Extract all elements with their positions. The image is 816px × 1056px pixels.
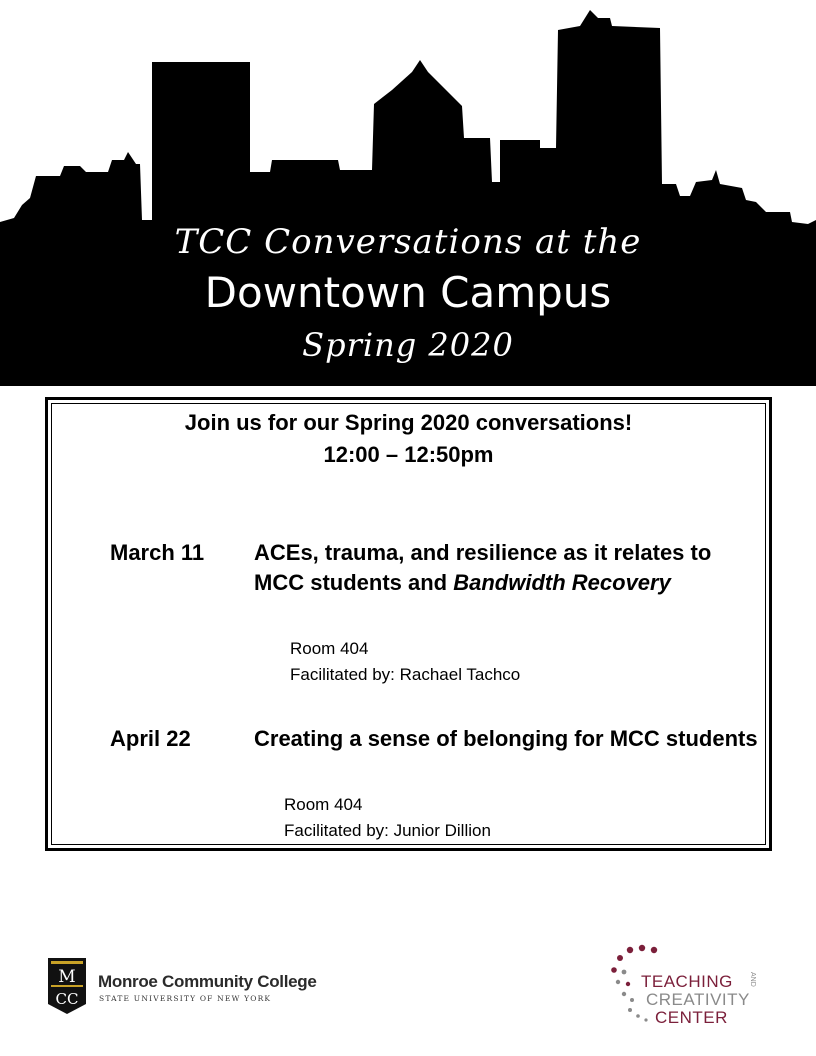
intro-heading: Join us for our Spring 2020 conversations! [184, 410, 633, 435]
tcc-word-center: CENTER [655, 1008, 728, 1027]
event-date: April 22 [110, 726, 191, 751]
schedule-box [45, 397, 772, 851]
header-banner [0, 0, 816, 386]
svg-text:CC: CC [55, 990, 79, 1008]
event-facilitator: Facilitated by: Rachael Tachco [290, 665, 521, 684]
mcc-subtitle: STATE UNIVERSITY OF NEW YORK [99, 994, 272, 1003]
event-date: March 11 [110, 540, 205, 565]
event-room: Room 404 [290, 639, 369, 658]
header-title-campus: Downtown Campus [204, 268, 612, 317]
tcc-word-teaching: TEACHING [641, 972, 733, 991]
event-room: Room 404 [284, 795, 363, 814]
schedule-inner-frame [51, 403, 766, 845]
mcc-logo [48, 958, 348, 1018]
header-title-line1: TCC Conversations at the [174, 222, 642, 262]
event-title-text: ACEs, trauma, and resilience as it relates to MCC students and [254, 540, 712, 595]
event-facilitator: Facilitated by: Junior Dillion [284, 821, 491, 840]
tcc-logo [608, 944, 778, 1028]
mcc-shield-icon [48, 958, 86, 1014]
event-title-italic: Bandwidth Recovery [453, 570, 671, 595]
header-title-semester: Spring 2020 [302, 326, 514, 364]
event-title-text: Creating a sense of belonging for MCC students [254, 726, 758, 751]
session-time: 12:00 – 12:50pm [323, 442, 494, 467]
tcc-word-and: AND [749, 972, 756, 987]
tcc-word-creativity: CREATIVITY [646, 990, 750, 1009]
event-title [254, 724, 764, 754]
svg-text:M: M [58, 967, 76, 987]
mcc-name: Monroe Community College [98, 972, 317, 991]
event-title [254, 538, 764, 598]
